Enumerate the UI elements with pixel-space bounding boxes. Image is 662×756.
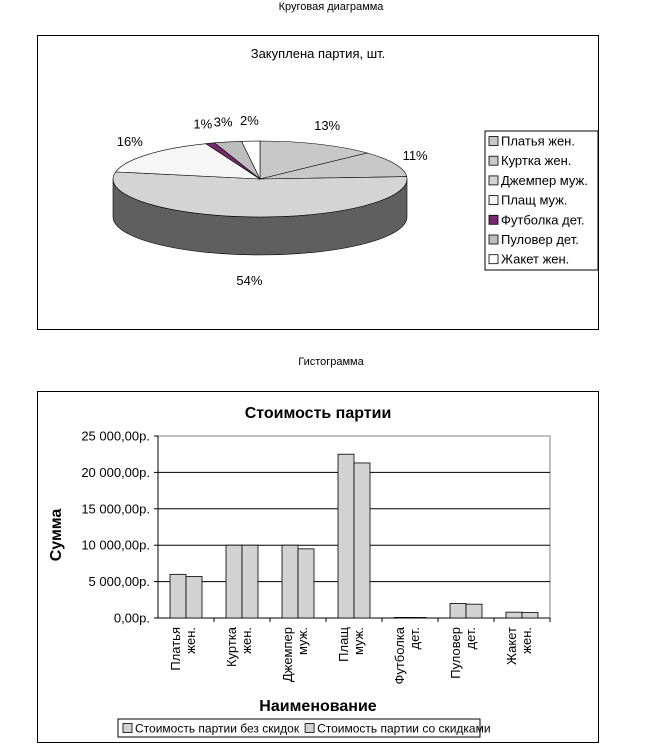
pie-legend-label: Футболка дет. — [501, 212, 585, 228]
pie-chart-title: Закуплена партия, шт. — [250, 46, 386, 61]
bar-плащ-муж-series-1 — [338, 454, 354, 618]
bar-legend — [118, 719, 491, 737]
bar-куртка-жен-series-1 — [226, 545, 242, 618]
y-axis-tick-label: 25 000,00р. — [81, 428, 150, 444]
bar-джемпер-муж-series-2 — [298, 549, 314, 618]
bar-платья-жен-series-2 — [186, 577, 202, 618]
bar-жакет-жен-series-1 — [506, 612, 522, 618]
bar-legend-swatch — [123, 724, 132, 733]
bar-куртка-жен-series-2 — [242, 545, 258, 618]
pie-data-label: 11% — [402, 147, 428, 163]
bar-chart-title: Стоимость партии — [244, 405, 392, 422]
pie-data-label: 1% — [193, 116, 213, 132]
bar-платья-жен-series-1 — [170, 574, 186, 618]
y-axis-tick-label: 5 000,00р. — [88, 574, 150, 590]
pie-data-label: 54% — [236, 272, 263, 288]
x-axis-tick-label: Пуловер — [448, 627, 463, 679]
pie-chart — [38, 36, 598, 329]
pie-legend-label: Жакет жен. — [501, 251, 570, 267]
bar-футболка-дет-series-1 — [394, 617, 410, 618]
pie-legend-swatch — [489, 156, 498, 165]
x-axis-tick-label: Жакет — [504, 627, 519, 665]
bar-плащ-муж-series-2 — [354, 463, 370, 618]
bar-пуловер-дет-series-1 — [450, 603, 466, 618]
x-axis-tick-label: жен. — [239, 627, 254, 654]
x-axis-tick-label: дет. — [407, 627, 422, 650]
x-axis-tick-label: Куртка — [224, 627, 239, 668]
y-axis-tick-label: 15 000,00р. — [81, 501, 150, 517]
pie-legend-swatch — [489, 176, 498, 185]
x-axis-tick-label: Футболка — [392, 627, 407, 685]
pie-legend-swatch — [489, 235, 498, 244]
bar-legend-swatch — [305, 724, 314, 733]
pie-chart-caption: Круговая диаграмма — [278, 1, 384, 13]
pie-chart-frame — [37, 35, 599, 330]
x-axis-tick-label: муж. — [295, 627, 310, 656]
pie-legend-label: Куртка жен. — [501, 153, 572, 169]
x-axis-tick-label: муж. — [351, 627, 366, 656]
x-axis-tick-label: Джемпер — [280, 627, 295, 683]
bar-legend-label: Стоимость партии без скидок — [135, 721, 300, 736]
x-axis-tick-label: Платья — [168, 627, 183, 671]
pie-legend-swatch — [489, 255, 498, 264]
bar-футболка-дет-series-2 — [410, 617, 426, 618]
pie-data-label: 16% — [116, 134, 143, 150]
y-axis-tick-label: 10 000,00р. — [81, 537, 150, 553]
x-axis-tick-label: жен. — [519, 627, 534, 654]
pie-data-label: 13% — [314, 117, 341, 133]
bar-legend-label: Стоимость партии со скидками — [317, 721, 491, 736]
pie-legend-swatch — [489, 196, 498, 205]
y-axis-tick-label: 20 000,00р. — [81, 464, 150, 480]
pie-legend-label: Джемпер муж. — [501, 172, 588, 188]
bar-пуловер-дет-series-2 — [466, 604, 482, 618]
bar-chart-frame — [37, 391, 599, 743]
pie-data-label: 2% — [239, 113, 259, 129]
bar-chart-x-axis-label: Наименование — [259, 698, 377, 715]
x-axis-tick-label: жен. — [183, 627, 198, 654]
x-axis-tick-label: дет. — [463, 627, 478, 650]
bar-chart-caption: Гистограмма — [298, 356, 364, 368]
x-axis-tick-label: Плащ — [336, 627, 351, 662]
pie-legend-label: Плащ муж. — [501, 192, 568, 208]
pie-legend-label: Пуловер дет. — [501, 232, 579, 247]
bar-chart-y-axis-label: Сумма — [48, 508, 65, 562]
bar-жакет-жен-series-2 — [522, 612, 538, 618]
y-axis-tick-label: 0,00р. — [113, 610, 150, 626]
pie-legend-label: Платья жен. — [501, 133, 575, 149]
pie-legend-swatch — [489, 137, 498, 146]
pie-data-label: 3% — [213, 114, 233, 130]
pie-legend-swatch — [489, 215, 498, 224]
bar-джемпер-муж-series-1 — [282, 545, 298, 618]
bar-chart — [38, 392, 598, 742]
